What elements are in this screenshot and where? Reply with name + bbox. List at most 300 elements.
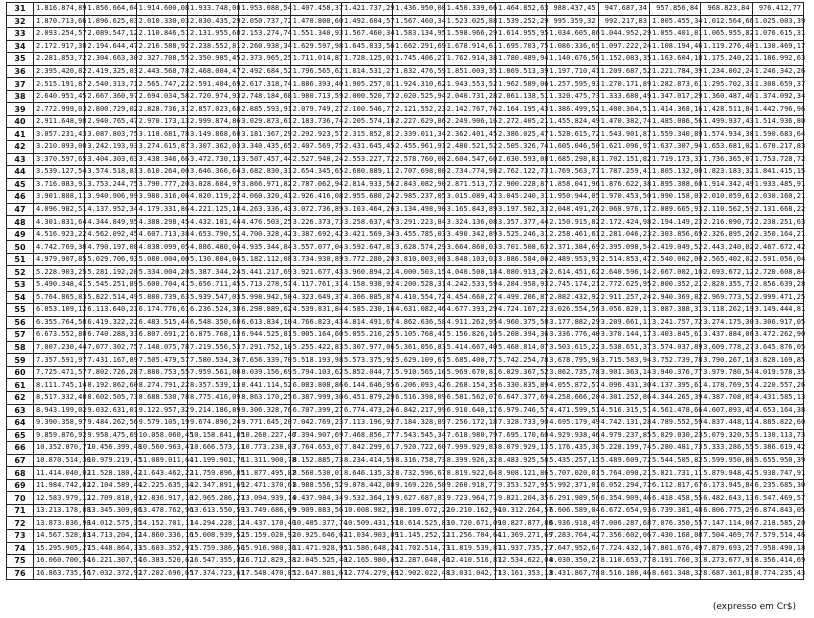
table-cell: 5.255.422,83 (290, 341, 341, 354)
table-cell: 7.543.545,34 (393, 429, 444, 442)
row-number: 51 (7, 253, 34, 266)
table-cell: 3.403.845,61 (649, 329, 700, 342)
table-cell: 2.800.352,21 (649, 279, 700, 292)
table-cell: 1.055.401,81 (649, 28, 700, 41)
table-cell: 4.301.252,86 (598, 391, 649, 404)
table-cell: 12.965.286,27 (187, 492, 238, 505)
table-cell: 4.080.913,26 (495, 266, 546, 279)
table-row (7, 555, 804, 568)
table-cell: 9.390.358,97 (34, 417, 85, 430)
table-cell: 2.940.369,82 (649, 291, 700, 304)
table-cell: 5.156.826,10 (444, 329, 495, 342)
table-cell: 1.034.605,86 (547, 28, 598, 41)
table-cell: 9.821.204,35 (495, 492, 546, 505)
table-cell: 5.764.090,21 (598, 467, 649, 480)
table-cell: 4.724.167,22 (495, 304, 546, 317)
table-cell: 1.400.364,51 (598, 103, 649, 116)
table-cell: 4.258.666,20 (547, 391, 598, 404)
table-cell: 15.448.864,33 (85, 542, 136, 555)
table-cell: 9.723.964,71 (444, 492, 495, 505)
table-cell: 14.294.228,12 (187, 517, 238, 530)
table-cell: 2.467.672,42 (752, 241, 803, 254)
table-cell: 2.030.160,21 (752, 191, 803, 204)
table-cell: 1.163.604,18 (649, 53, 700, 66)
table-row (7, 241, 804, 254)
table-cell: 2.020.525,94 (393, 90, 444, 103)
table-cell: 8.441.114,52 (239, 379, 290, 392)
table-cell: 7.006.287,68 (598, 517, 649, 530)
table-cell: 4.790.197,08 (85, 241, 136, 254)
table-cell: 6.330.835,89 (495, 379, 546, 392)
table-cell: 7.468.856,77 (341, 429, 392, 442)
table-cell: 1.442.796,96 (752, 103, 803, 116)
row-number: 31 (7, 3, 34, 16)
table-cell: 3.574.518,81 (85, 166, 136, 179)
table-cell: 1.574.934,38 (701, 128, 752, 141)
table-cell: 8.079.929,13 (495, 442, 546, 455)
table-cell: 6.874.843,05 (752, 504, 803, 517)
table-cell: 3.291.223,84 (393, 216, 444, 229)
table-cell: 1.539.252,29 (495, 15, 546, 28)
table-cell: 2.327.708,55 (136, 53, 187, 66)
row-number: 69 (7, 479, 34, 492)
table-cell: 13.213.178,08 (34, 504, 85, 517)
table-cell: 5.176.435,38 (547, 442, 598, 455)
table-cell: 5.794.103,62 (290, 366, 341, 379)
table-cell: 4.220.557,26 (752, 379, 803, 392)
table-cell: 5.938.747,91 (752, 467, 803, 480)
table-cell: 1.333.680,49 (598, 90, 649, 103)
table-cell: 6.029.367,52 (495, 366, 546, 379)
table-cell: 1.197.710,41 (547, 65, 598, 78)
row-number: 59 (7, 354, 34, 367)
table-cell: 3.628.574,29 (393, 241, 444, 254)
table-cell: 6.979.746,57 (495, 404, 546, 417)
table-cell: 4.979.237,85 (598, 429, 649, 442)
table-cell: 3.664.860,03 (444, 241, 495, 254)
table-cell: 1.076.615,31 (752, 28, 803, 41)
table-cell: 2.748.184,68 (239, 90, 290, 103)
table-cell: 10.720.671,09 (444, 517, 495, 530)
table-cell: 4.019.578,35 (752, 366, 803, 379)
table-cell: 2.050.737,72 (239, 15, 290, 28)
table-cell: 1.528.615,72 (547, 128, 598, 141)
table-cell: 6.613.834,10 (239, 316, 290, 329)
table-cell: 1.492.604,57 (341, 15, 392, 28)
table-cell: 5.655.950,39 (752, 454, 803, 467)
table-cell: 3.557.077,04 (290, 241, 341, 254)
table-cell: 3.045.240,31 (495, 191, 546, 204)
table-cell: 1.823.183,32 (701, 166, 752, 179)
table-cell: 2.455.961,91 (393, 141, 444, 154)
table-row (7, 153, 804, 166)
table-cell: 11.819.539,87 (444, 542, 495, 555)
table-cell: 8.943.199,02 (34, 404, 85, 417)
table-cell: 1.851.003,35 (444, 65, 495, 78)
table-cell: 10.109.072,22 (393, 504, 444, 517)
table-cell: 2.630.593,08 (495, 153, 546, 166)
table-cell: 5.939.547,03 (187, 291, 238, 304)
table-cell: 1.407.458,37 (290, 3, 341, 16)
table-cell: 5.307.977,06 (341, 341, 392, 354)
table-cell: 4.137.952,34 (85, 203, 136, 216)
table-cell: 1.895.388,60 (649, 178, 700, 191)
table-cell: 9.122.957,32 (136, 404, 187, 417)
table-row (7, 316, 804, 329)
table-cell: 992.217,83 (598, 15, 649, 28)
table-cell: 12.774.279,69 (341, 567, 392, 580)
table-cell: 2.800.729,02 (85, 103, 136, 116)
table-cell: 6.936.918,49 (547, 517, 598, 530)
table-cell: 1.924.310,62 (393, 78, 444, 91)
table-cell: 4.179.331,86 (136, 203, 187, 216)
table-cell: 2.010.059,61 (701, 191, 752, 204)
table-cell: 6.944.525,81 (239, 329, 290, 342)
table-cell: 1.869.513,39 (495, 65, 546, 78)
table-cell: 3.357.377,44 (495, 216, 546, 229)
table-cell: 10.773.238,83 (239, 442, 290, 455)
table-cell: 8.110.653,77 (598, 555, 649, 568)
table-cell: 1.753.728,72 (752, 153, 803, 166)
table-cell: 9.958.475,69 (85, 429, 136, 442)
table-row (7, 504, 804, 517)
table-cell: 2.985.237,05 (393, 191, 444, 204)
table-cell: 2.540.313,71 (85, 78, 136, 91)
table-cell: 12.647.801,67 (290, 567, 341, 580)
table-cell: 7.076.350,55 (649, 517, 700, 530)
table-cell: 2.431.645,45 (341, 141, 392, 154)
table-cell: 3.242.193,93 (85, 141, 136, 154)
table-row (7, 304, 804, 317)
table-cell: 1.567.460,34 (393, 15, 444, 28)
table-cell: 1.796.565,62 (290, 65, 341, 78)
table-cell: 5.441.217,69 (239, 266, 290, 279)
table-cell: 2.093.254,57 (34, 28, 85, 41)
table-cell: 1.559.340,89 (649, 128, 700, 141)
table-cell: 8.908.121,86 (495, 467, 546, 480)
table-row (7, 128, 804, 141)
table-cell: 1.814.531,27 (341, 65, 392, 78)
table-cell: 947.687,34 (598, 3, 649, 16)
table-cell: 9.214.186,89 (187, 404, 238, 417)
table-cell: 6.298.889,62 (239, 304, 290, 317)
table-cell: 3.490.342,89 (444, 228, 495, 241)
table-cell: 995.359,32 (547, 15, 598, 28)
table-row (7, 467, 804, 480)
table-cell: 1.728.125,02 (341, 53, 392, 66)
table-cell: 5.387.344,24 (187, 266, 238, 279)
row-number: 36 (7, 65, 34, 78)
table-cell: 1.097.222,24 (598, 40, 649, 53)
table-cell: 12.165.980,65 (341, 555, 392, 568)
table-cell: 1.896.625,03 (85, 15, 136, 28)
table-cell: 6.647.377,69 (495, 391, 546, 404)
table-cell: 2.000.520,73 (341, 90, 392, 103)
table-cell: 3.701.508,63 (495, 241, 546, 254)
table-cell: 11.089.011,64 (136, 454, 187, 467)
table-cell: 2.362.401,45 (444, 128, 495, 141)
table-cell: 5.600.704,41 (136, 279, 187, 292)
table-cell: 2.443.568,78 (136, 65, 187, 78)
table-cell: 3.503.615,22 (547, 341, 598, 354)
table-cell: 2.131.955,68 (187, 28, 238, 41)
table-cell: 7.113.196,92 (341, 417, 392, 430)
table-cell: 6.174.776,61 (136, 304, 187, 317)
table-cell: 3.149.868,60 (187, 128, 238, 141)
table-cell: 1.086.336,65 (547, 40, 598, 53)
table-cell: 13.749.686,09 (239, 504, 290, 517)
table-cell: 1.653.681,02 (701, 141, 752, 154)
table-cell: 12.709.818,91 (85, 492, 136, 505)
table-cell: 4.432.181,44 (187, 216, 238, 229)
table-cell: 15.008.939,52 (187, 529, 238, 542)
table-cell: 7.328.733,90 (495, 417, 546, 430)
table-cell: 2.969.773,52 (701, 291, 752, 304)
table-cell: 1.005.455,34 (649, 15, 700, 28)
table-cell: 2.153.274,74 (239, 28, 290, 41)
table-cell: 1.175.240,22 (701, 53, 752, 66)
table-row (7, 291, 804, 304)
table-cell: 2.745.174,21 (547, 279, 598, 292)
table-cell: 7.042.769,23 (290, 417, 341, 430)
table-cell: 2.514.853,47 (598, 253, 649, 266)
table-cell: 3.609.778,27 (701, 341, 752, 354)
table-cell: 6.547.469,57 (752, 492, 803, 505)
table-cell: 1.140.676,56 (547, 53, 598, 66)
table-cell: 2.131.668,22 (752, 203, 803, 216)
table-cell: 5.707.020,01 (547, 467, 598, 480)
table-cell: 2.720.608,84 (752, 266, 803, 279)
table-row (7, 391, 804, 404)
table-row (7, 329, 804, 342)
table-cell: 7.256.172,18 (444, 417, 495, 430)
table-cell: 2.640.951,45 (34, 90, 85, 103)
table-cell: 9.169.226,50 (393, 479, 444, 492)
table-cell: 8.399.926,32 (444, 454, 495, 467)
table-cell: 9.909.883,56 (290, 504, 341, 517)
row-number: 60 (7, 366, 34, 379)
row-number: 57 (7, 329, 34, 342)
table-cell: 3.862.735,78 (547, 366, 598, 379)
table-cell: 1.282.873,61 (649, 78, 700, 91)
table-cell: 2.281.046,23 (598, 228, 649, 241)
table-cell: 2.693.672,12 (701, 266, 752, 279)
table-cell: 5.105.768,41 (393, 329, 444, 342)
table-cell: 3.753.244,75 (85, 178, 136, 191)
table-cell: 2.970.173,13 (136, 115, 187, 128)
table-cell: 4.284.958,93 (495, 279, 546, 292)
table-cell: 12.583.979,12 (34, 492, 85, 505)
table-cell: 4.814.491,67 (341, 316, 392, 329)
table-cell: 4.000.503,15 (393, 266, 444, 279)
table-cell: 4.585.230,16 (341, 304, 392, 317)
table-cell: 2.150.915,82 (547, 216, 598, 229)
table-cell: 11.414.040,02 (34, 467, 85, 480)
table-cell: 12.534.622,04 (495, 555, 546, 568)
table-cell: 7.431.167,89 (85, 354, 136, 367)
table-row (7, 454, 804, 467)
table-cell: 3.181.367,29 (239, 128, 290, 141)
table-cell: 2.828.736,31 (136, 103, 187, 116)
table-cell: 5.969.670,81 (444, 366, 495, 379)
table-cell: 13.031.042,71 (444, 567, 495, 580)
table-cell: 8.560.530,01 (290, 467, 341, 480)
table-cell: 5.545.251,89 (85, 279, 136, 292)
table-cell: 1.769.563,77 (547, 166, 598, 179)
table-cell: 1.841.415,15 (752, 166, 803, 179)
row-number: 53 (7, 279, 34, 292)
table-row (7, 216, 804, 229)
table-cell: 2.260.938,34 (239, 40, 290, 53)
table-cell: 4.539.831,84 (290, 304, 341, 317)
table-cell: 5.518.193,98 (290, 354, 341, 367)
table-cell: 1.234.002,24 (701, 65, 752, 78)
table-cell: 4.700.328,42 (239, 228, 290, 241)
table-cell: 2.419.049,52 (649, 241, 700, 254)
table-cell: 4.789.552,59 (649, 417, 700, 430)
table-cell: 4.516.923,22 (34, 228, 85, 241)
table-cell: 6.053.109,12 (34, 304, 85, 317)
table-cell: 2.480.521,52 (444, 141, 495, 154)
table-cell: 10.925.646,62 (290, 529, 341, 542)
table-cell: 1.614.955,95 (495, 28, 546, 41)
table-row (7, 567, 804, 580)
table-cell: 3.678.795,98 (547, 354, 598, 367)
table-cell: 5.544.505,82 (649, 454, 700, 467)
table-cell: 2.194.644,47 (85, 40, 136, 53)
table-cell: 7.580.534,36 (187, 354, 238, 367)
table-cell: 1.543.901,87 (598, 128, 649, 141)
table-cell: 4.096.431,30 (598, 379, 649, 392)
table-cell: 7.007.230,44 (34, 341, 85, 354)
table-cell: 9.484.262,56 (85, 417, 136, 430)
table-cell: 7.504.469,76 (701, 529, 752, 542)
table-cell: 2.164.195,43 (495, 103, 546, 116)
table-cell: 5.130.804,04 (187, 253, 238, 266)
table-cell: 7.801.676,49 (649, 542, 700, 555)
table-cell: 1.450.339,66 (444, 3, 495, 16)
table-cell: 2.492.684,52 (239, 65, 290, 78)
table-cell: 8.274.791,22 (136, 379, 187, 392)
table-cell: 12.902.022,48 (393, 567, 444, 580)
table-cell: 11.528.180,42 (85, 467, 136, 480)
table-cell: 2.911.257,24 (598, 291, 649, 304)
table-cell: 16.547.355,82 (187, 555, 238, 568)
table-cell: 6.268.154,35 (444, 379, 495, 392)
table-cell: 8.030.350,27 (547, 555, 598, 568)
table-cell: 3.258.637,47 (341, 216, 392, 229)
table-row (7, 228, 804, 241)
table-cell: 1.719.173,33 (649, 153, 700, 166)
table-row (7, 404, 804, 417)
table-cell: 4.344.849,95 (85, 216, 136, 229)
table-cell: 1.551.340,93 (290, 28, 341, 41)
table-row (7, 354, 804, 367)
table-cell: 3.177.882,29 (547, 316, 598, 329)
table-cell: 14.567.528,83 (34, 529, 85, 542)
table-cell: 1.514.936,80 (752, 115, 803, 128)
table-cell: 5.599.950,88 (701, 454, 752, 467)
row-number: 55 (7, 304, 34, 317)
table-cell: 3.241.757,72 (649, 316, 700, 329)
table-cell: 6.739.381,48 (649, 504, 700, 517)
table-cell: 3.103.464,26 (341, 203, 392, 216)
table-cell: 2.216.588,92 (136, 40, 187, 53)
table-cell: 2.339.011,34 (393, 128, 444, 141)
table-cell: 7.147.114,06 (701, 517, 752, 530)
table-cell: 11.369.271,69 (495, 529, 546, 542)
table-cell: 2.540.002,00 (649, 253, 700, 266)
table-row (7, 492, 804, 505)
table-cell: 7.430.168,08 (649, 529, 700, 542)
table-cell: 4.516.315,51 (598, 404, 649, 417)
table-cell: 2.048.491,26 (547, 203, 598, 216)
row-number: 43 (7, 153, 34, 166)
table-cell: 9.771.645,20 (239, 417, 290, 430)
table-cell: 2.468.004,47 (187, 65, 238, 78)
table-cell: 6.355.764,58 (34, 316, 85, 329)
row-number: 71 (7, 504, 34, 517)
table-cell: 3.472.262,90 (752, 329, 803, 342)
table-cell: 4.344.265,39 (649, 391, 700, 404)
table-cell: 3.538.651,37 (598, 341, 649, 354)
table-cell: 7.920.722,60 (393, 442, 444, 455)
table-cell: 12.410.516,87 (444, 555, 495, 568)
table-cell: 4.158.938,92 (341, 279, 392, 292)
row-number: 44 (7, 166, 34, 179)
table-row (7, 65, 804, 78)
table-cell: 9.674.896,24 (187, 417, 238, 430)
table-cell: 5.334.004,20 (136, 266, 187, 279)
table-cell: 3.134.498,90 (393, 203, 444, 216)
table-cell: 6.173.945,84 (701, 479, 752, 492)
table-cell: 4.562.092,45 (85, 228, 136, 241)
table-cell: 8.039.156,69 (239, 366, 290, 379)
table-cell: 3.716.083,91 (34, 178, 85, 191)
table-cell: 1.953.088,54 (239, 3, 290, 16)
table-cell: 8.863.170,25 (239, 391, 290, 404)
row-number: 40 (7, 115, 34, 128)
table-cell: 4.055.872,57 (547, 379, 598, 392)
table-row (7, 529, 804, 542)
table-cell: 3.324.136,08 (444, 216, 495, 229)
table-cell: 7.291.752,10 (239, 341, 290, 354)
table-cell: 2.654.345,65 (290, 166, 341, 179)
table-cell: 7.999.929,83 (444, 442, 495, 455)
row-number: 62 (7, 391, 34, 404)
row-number: 50 (7, 241, 34, 254)
table-cell: 5.998.942,50 (239, 291, 290, 304)
table-cell: 5.910.565,16 (393, 366, 444, 379)
table-cell: 15.159.028,92 (239, 529, 290, 542)
table-cell: 2.249.906,16 (444, 115, 495, 128)
table-cell: 3.592.647,81 (341, 241, 392, 254)
table-cell: 2.680.889,11 (341, 166, 392, 179)
table-cell: 8.775.416,09 (187, 391, 238, 404)
table-cell: 1.933.748,08 (187, 3, 238, 16)
table-cell: 10.509.431,51 (341, 517, 392, 530)
table-cell: 7.656.339,70 (239, 354, 290, 367)
table-cell: 2.110.562,59 (701, 203, 752, 216)
table-cell: 3.539.127,54 (34, 166, 85, 179)
table-cell: 8.646.135,32 (341, 467, 392, 480)
table-cell: 4.471.599,51 (547, 404, 598, 417)
table-cell: 7.219.556,53 (187, 341, 238, 354)
table-cell: 6.291.989,56 (547, 492, 598, 505)
table-cell: 3.790.777,20 (136, 178, 187, 191)
table-cell: 2.489.953,93 (547, 253, 598, 266)
table-row (7, 178, 804, 191)
